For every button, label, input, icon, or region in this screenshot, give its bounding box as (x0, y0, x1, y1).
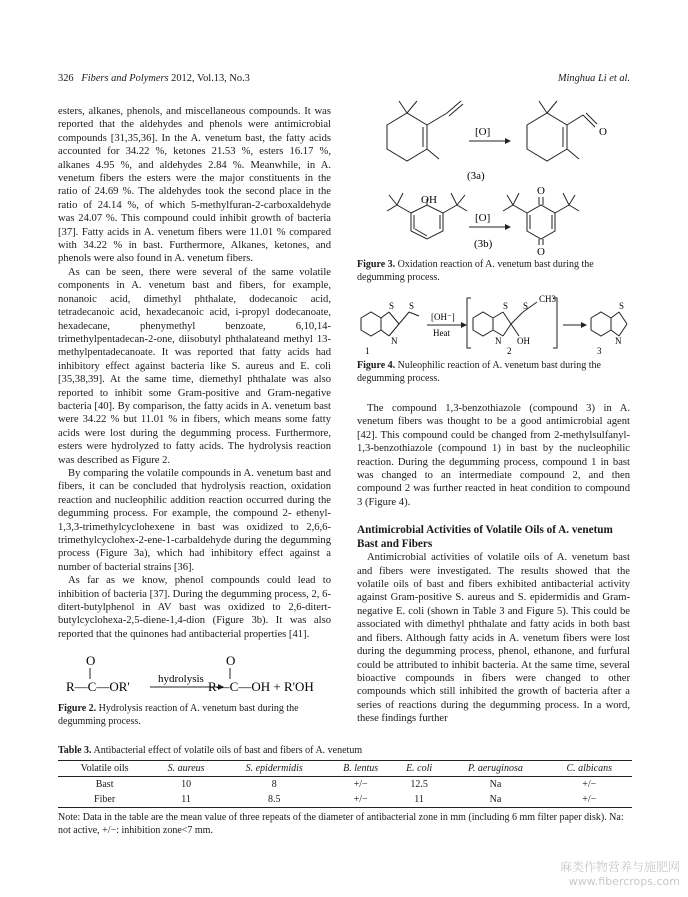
nitrogen-label: N (615, 336, 622, 346)
quinone-oxygen-top: O (537, 185, 545, 197)
product-3b-structure (503, 193, 579, 245)
table-row (58, 792, 632, 808)
compound-1-structure (361, 312, 419, 336)
table-cell: Bast (95, 779, 114, 790)
bracket-right (553, 298, 557, 348)
column-header: Volatile oils (80, 763, 129, 774)
carbonyl-oxygen-right: O (226, 653, 236, 668)
bracket-left (467, 298, 471, 348)
caption-label: Figure 3. (357, 259, 396, 270)
product-formula: R—C—OH + R'OH (208, 679, 314, 694)
nucleophilic-scheme (357, 292, 632, 358)
figure-3-diagram (357, 97, 632, 257)
table-cell: 8.5 (267, 794, 281, 805)
figure-4-diagram (357, 292, 632, 358)
table-cell: 11 (414, 794, 424, 805)
left-column (58, 105, 331, 641)
caption-label: Figure 4. (357, 360, 396, 371)
reagent-label: [OH⁻] (431, 312, 455, 322)
product-3a-structure (527, 101, 597, 161)
sulfur-label: S (409, 301, 415, 311)
caption-label: Figure 2. (58, 703, 97, 714)
journal-issue: 2012, Vol.13, No.3 (171, 73, 250, 84)
results-table (58, 760, 632, 808)
column-header: C. albicans (566, 763, 613, 774)
oxidant-label: [O] (475, 126, 491, 138)
table-caption-text: Antibacterial effect of volatile oils of bast and fibers of A. venetum (93, 745, 363, 756)
paragraph: esters, alkanes, phenols, and miscellaneous compounds. It was reported that the aldehydes and phenols were antimicrobial compounds [31,35,36]. In the A. venetum bast, the fatty acids accounted for 34.22 %, ketones 21.53 %, esters 16.17 %, alkanes 4.95 %, and aldehydes 2.84 %. Meanwhile, in A. venetum fibers the esters were the major constituents in the ratio of 24.69 %. The aldehydes took the second place in the ratio of 24.14 %, of which 5-methylfuran-2-carboxaldehyde was 24.07 %. This compound could inhibit growth of bacteria [37]. Fatty acids in A. venetum fibers were 11.01 % compared with 34.22 % in bast. Furthermore, Alkanes, ketones, and phenols were also found in A. venetum fibers. (58, 106, 331, 265)
methyl-label: CH3 (539, 294, 557, 304)
hydrolysis-scheme (58, 651, 333, 701)
paragraph: As far as we know, phenol compounds could lead to inhibition of bacteria [37]. During the degumming process, 2, 6-ditert-butylphenol in AV bast was oxidized to 2,6-ditert-butylcyclohexa-2,5-diene-1,4-dion (Figure 3b). It was also reported that the quinones had antibacterial properties [41]. (58, 575, 331, 640)
arrow-head (505, 138, 511, 144)
page-number: 326 (58, 73, 74, 84)
table-cell: Na (489, 779, 502, 790)
table-cell: Fiber (94, 794, 116, 805)
reactant-3b-structure (387, 193, 467, 239)
sulfur-label: S (389, 301, 395, 311)
author-list: Minghua Li et al. (557, 73, 630, 84)
table-cell: Na (489, 794, 502, 805)
section-heading: Antimicrobial Activities of Volatile Oils of A. venetum Bast and Fibers (357, 524, 613, 551)
running-header (58, 73, 250, 84)
table-cell: 10 (181, 779, 192, 790)
column-header: P. aeruginosa (468, 763, 523, 774)
compound-number: 1 (365, 346, 370, 356)
table-cell: 11 (181, 794, 191, 805)
table-cell: +/− (353, 794, 368, 805)
compound-3-structure (591, 312, 627, 336)
figure-3a-label: (3a) (467, 170, 485, 182)
compound-number: 2 (507, 346, 512, 356)
table-cell: 12.5 (410, 779, 428, 790)
hydroxyl-label: OH (517, 336, 530, 346)
aldehyde-oxygen: O (599, 126, 607, 138)
figure-4-caption (357, 359, 630, 385)
ester-formula: R—C—OR' (66, 679, 130, 694)
carbonyl-oxygen-left: O (86, 653, 96, 668)
watermark-text: 麻类作物营养与施肥网 (559, 860, 680, 874)
table-note: Note: Data in the table are the mean value of three repeats of the diameter of antibacterial zone in mm (including 6 mm filter paper disk). Na: not active, +/−: inhibition zone<7 mm. (58, 812, 624, 836)
sulfur-label: S (619, 301, 625, 311)
reactant-3a-structure (387, 101, 463, 161)
arrow-head (581, 322, 587, 328)
caption-text: Nuleophilic reaction of A. venetum bast during the degumming process. (357, 360, 601, 384)
caption-text: Hydrolysis reaction of A. venetum bast during the degumming process. (58, 703, 299, 727)
running-header-authors (558, 73, 630, 84)
paragraph: Antimicrobial activities of volatile oils of A. venetum bast and fibers were investigated. The results showed that the volatile oils of bast and fibers exhibited antibacterial activity against Gram-positive S. aureus and S. epidermidis and Gram-negative E. coli (shown in Table 3 and Figure 5). This could be associated with dimethyl phthalate and fatty acids in both bast and fibers. Although fatty acids in A. venetum fibers were lost during the degumming process, phenol, ethanone, and furfural could be attributed to inhibit bacteria. At the same time, several bioactive compounds in fibers were changed to other compounds which still inhibited the growth of bacteria after a series of reactions during the degumming process. In a word, these findings further (357, 552, 630, 725)
table-3 (58, 744, 632, 837)
watermark-url: www.fibercrops.com (568, 875, 680, 888)
table-header-row (58, 761, 632, 777)
compound-number: 3 (597, 346, 602, 356)
figure-3-caption (357, 258, 630, 284)
sulfur-label: S (523, 301, 529, 311)
caption-text: Oxidation reaction of A. venetum bast during the degumming process. (357, 259, 594, 283)
oxidation-scheme (357, 97, 632, 257)
quinone-oxygen-bottom: O (537, 246, 545, 257)
table-cell: 8 (271, 779, 277, 790)
arrow-head (461, 322, 467, 328)
arrow-head (505, 224, 511, 230)
watermark (560, 858, 680, 888)
journal-name: Fibers and Polymers (81, 73, 169, 84)
paragraph: By comparing the volatile compounds in A. venetum bast and fibers, it can be concluded that hydrolysis reaction, oxidation reaction and nucleophilic addition reaction occurred during the degumming process. For example, the compound 2- ethenyl-1,3,3-trimethylcyclohexene in bast was oxidized to 2,6,6-trimethylcyclohex-2-ene-1-carbaldehyde during the degumming process (Figure 3a), which had inhibitory effect against a number of bacterial strains [36]. (58, 467, 331, 573)
table-cell: +/− (582, 794, 597, 805)
column-header: B. lentus (343, 763, 379, 774)
column-header: S. aureus (167, 763, 205, 774)
nitrogen-label: N (495, 336, 502, 346)
figure-3b-label: (3b) (474, 238, 493, 250)
table-row (58, 777, 632, 793)
nitrogen-label: N (391, 336, 398, 346)
right-column (357, 402, 630, 726)
oxidant-label: [O] (475, 212, 491, 224)
figure-2-caption (58, 702, 331, 728)
column-header: S. epidermidis (245, 763, 303, 774)
paragraph: The compound 1,3-benzothiazole (compound 3) in A. venetum fibers was thought to be a good antimicrobial agent [42]. This compound could be changed from 2-methylsulfanyl-1,3-benzothiazole (compound 1) in bast by the nucleophilic reaction. During the degumming process, compound 1 in bast was changed to an intermediate compound 2, and then compound 2 was further reacted in heat condition to compound 3 (Figure 4). (357, 403, 630, 508)
table-caption-label: Table 3. (58, 745, 92, 756)
figure-2-diagram (58, 651, 333, 701)
table-cell: +/− (353, 779, 368, 790)
paragraph: As can be seen, there were several of the same volatile components in A. venetum bast and fibers, for example, nonanoic acid, dimethyl phthalate, dodecanoic acid, tetradecanoic acid, hexadecanoic acid, i-propyl dodecanoate, hexadecane, phenymethyl benzoate, 6,10,14-trimethylpentadecan-2-one, diisobutyl phthalateand methyl 13-methylpentadecanoate. It was reported that fatty acids had inhibitory effect against bacteria like S. aureus and E. coli [35,38,39]. At the same time, diemethyl phthalate was also reported to inhibit some Gram-positive and Gram-negative bacteria [40]. By comparison, the fatty acids in A. venetum bast were 34.22 % but 11.01 % in fibers, which means some fatty acids were lost during the degumming process. Furthermore, esters were hydrolyzed to fatty acids. The hydrolysis reaction was described as Figure 2. (58, 266, 331, 466)
table-cell: +/− (582, 779, 597, 790)
condition-label: Heat (433, 328, 450, 338)
arrow-label: hydrolysis (158, 673, 204, 685)
hydroxyl-label: OH (421, 194, 437, 206)
column-header: E. coli (406, 763, 433, 774)
sulfur-label: S (503, 301, 509, 311)
